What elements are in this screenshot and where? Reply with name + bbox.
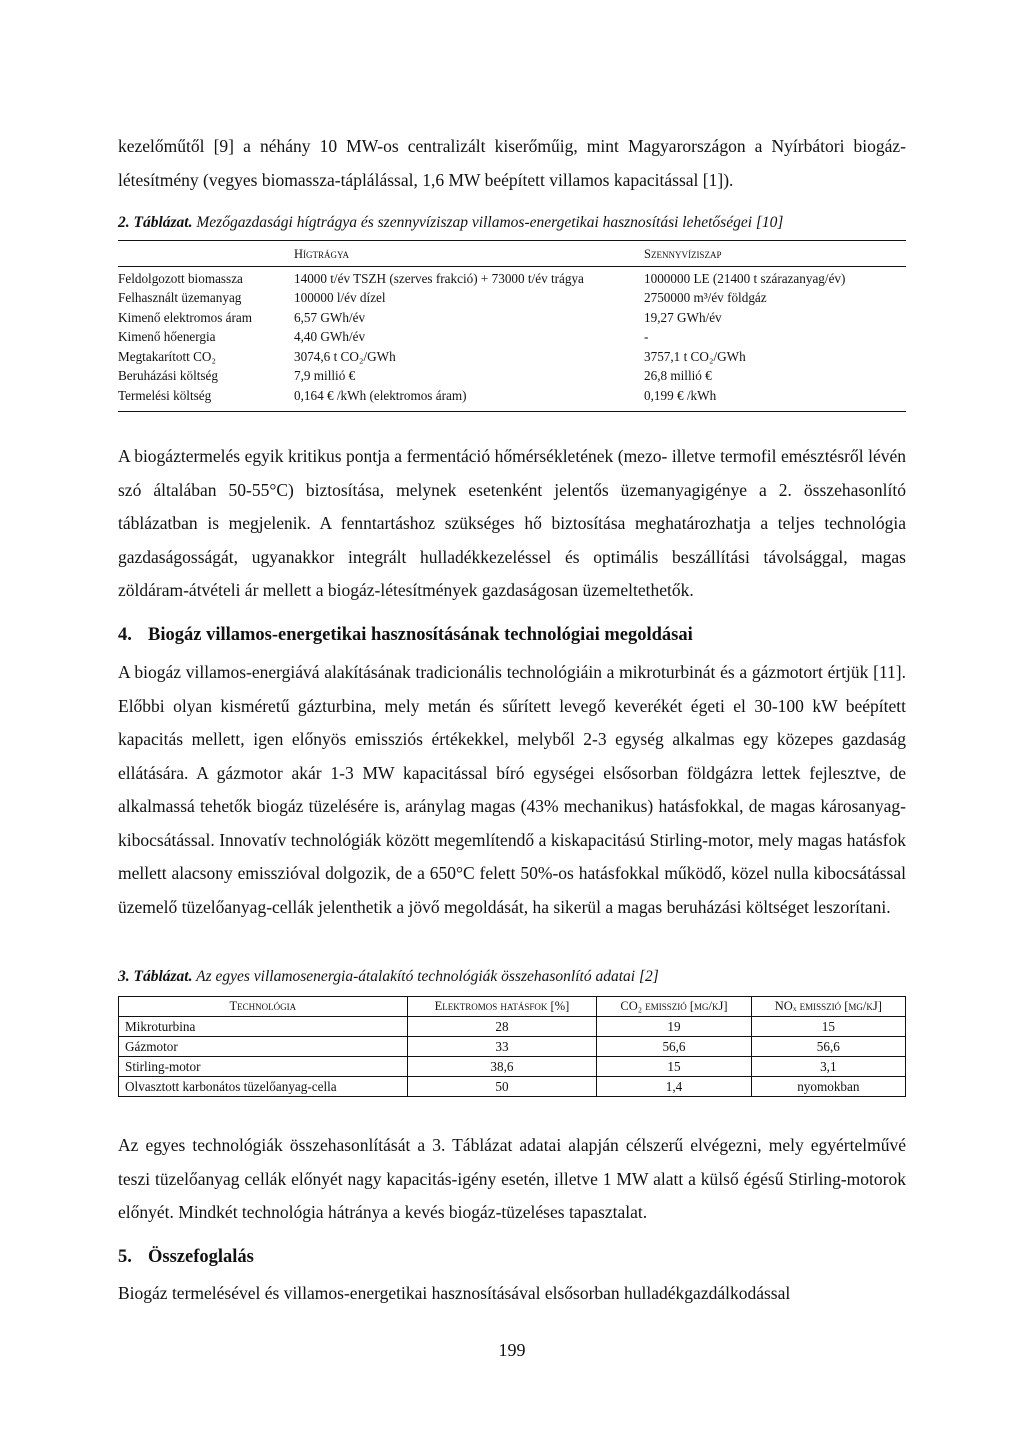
table2-row	[118, 366, 906, 386]
table2-cell: Megtakarított CO₂	[118, 348, 216, 364]
table2-cell: 7,9 millió €	[294, 368, 356, 383]
table3	[118, 996, 906, 1097]
table2-row	[118, 386, 906, 412]
table2-caption-label: 2. Táblázat.	[118, 214, 193, 231]
table3-cell: nyomokban	[751, 1077, 905, 1097]
table2-cell: -	[644, 329, 649, 344]
table2-cell: Kimenő elektromos áram	[118, 309, 253, 325]
table2-cell: 4,40 GWh/év	[294, 329, 366, 344]
table2-row	[118, 266, 906, 288]
table3-header-cell: NOₓ emisszió [µg/kJ]	[751, 997, 905, 1017]
section-5-heading	[118, 1247, 254, 1268]
table3-row	[119, 1057, 906, 1077]
table3-row	[119, 1037, 906, 1057]
table2-cell: 14000 t/év TSZH (szerves frakció) + 73000 t/év trágya	[294, 270, 584, 286]
table3-cell: 33	[407, 1037, 597, 1057]
table2-row	[118, 288, 906, 308]
table3-cell: Mikroturbina	[119, 1017, 408, 1037]
table3-cell: Gázmotor	[119, 1037, 408, 1057]
section-4-number: 4.	[118, 625, 132, 645]
table3-caption	[118, 968, 906, 986]
table2-cell: 26,8 millió €	[644, 368, 712, 383]
table3-cell: 28	[407, 1017, 597, 1037]
table2-cell: 100000 l/év dízel	[294, 290, 386, 305]
table2-row	[118, 327, 906, 347]
table2-row	[118, 308, 906, 328]
table3-cell: Stirling-motor	[119, 1057, 408, 1077]
paragraph-summary: Biogáz termelésével és villamos-energetikai hasznosításával elsősorban hulladékgazdálkodással	[118, 1283, 791, 1303]
intro-paragraph: kezelőműtől [9] a néhány 10 MW-os centralizált kiserőműig, mint Magyarországon a Nyírbátori biogáz-létesítmény (vegyes biomassza-táplálással, 1,6 MW beépített villamos kapacitással [1]).	[118, 136, 906, 190]
table3-caption-label: 3. Táblázat.	[118, 968, 193, 985]
table2-header-cell: Hígtrágya	[294, 247, 350, 261]
paragraph-fermentation: A biogáztermelés egyik kritikus pontja a fermentáció hőmérsékletének (mezo- illetve termofil emésztésről lévén szó általában 50-55°C) biztosítása, melynek esetenként jelentős üzemanyagigénye a 2. összehasonlító táblázatban is megjelenik. A fenntartáshoz szükséges hő biztosítása meghatározhatja a teljes technológia gazdaságosságát, ugyanakkor integrált hulladékkezeléssel és optimális beszállítási távolsággal, magas zöldáram-átvételi ár mellett a biogáz-létesítmények gazdaságosan üzemeltethetők.	[118, 446, 906, 600]
section-4-heading	[118, 625, 693, 646]
table2-cell: Beruházási költség	[118, 368, 218, 383]
table2-cell: 0,199 € /kWh	[644, 387, 717, 403]
table3-header-cell: Elektromos hatásfok [%]	[407, 997, 597, 1017]
section-5-number: 5.	[118, 1247, 132, 1267]
table2	[118, 240, 906, 412]
table2-cell: Felhasznált üzemanyag	[118, 290, 242, 305]
table3-row	[119, 1077, 906, 1097]
table2-cell: 1000000 LE (21400 t szárazanyag/év)	[644, 270, 846, 286]
table3-cell: 56,6	[751, 1037, 905, 1057]
table3-cell: 1,4	[597, 1077, 751, 1097]
table3-cell: 15	[597, 1057, 751, 1077]
table2-cell: Termelési költség	[118, 387, 212, 403]
table2-cell: 2750000 m³/év földgáz	[644, 290, 767, 305]
table2-cell: 3074,6 t CO₂/GWh	[294, 348, 396, 364]
table2-cell: 0,164 € /kWh (elektromos áram)	[294, 387, 467, 403]
table3-cell: 56,6	[597, 1037, 751, 1057]
table2-caption	[118, 214, 906, 232]
paragraph-technologies: A biogáz villamos-energiává alakításának tradicionális technológiáin a mikroturbinát és a gázmotort értjük [11]. Előbbi olyan kisméretű gázturbina, mely metán és sűrített levegő keverékét égeti el 30-100 kW beépített kapacitás mellett, igen előnyös emissziós értékekkel, melyből 2-3 egység alkalmas egy közepes gazdaság ellátására. A gázmotor akár 1-3 MW kapacitással bíró egységei elsősorban földgázra lettek fejlesztve, de alkalmassá tehetők biogáz tüzelésére is, aránylag magas (43% mechanikus) hatásfokkal, de magas károsanyag-kibocsátással. Innovatív technológiák között megemlítendő a kiskapacitású Stirling-motor, mely magas hatásfok mellett alacsony emisszióval dolgozik, de a 650°C felett 50%-os hatásfokkal működő, közel nulla kibocsátással üzemelő tüzelőanyag-cellák jelenthetik a jövő megoldását, ha sikerül a magas beruházási költséget leszorítani.	[118, 662, 906, 917]
table2-row	[118, 347, 906, 367]
section-5-title: Összefoglalás	[148, 1247, 254, 1267]
table2-cell: Kimenő hőenergia	[118, 329, 216, 344]
table3-cell: Olvasztott karbonátos tüzelőanyag-cella	[119, 1077, 408, 1097]
table2-header-cell: Szennyvíziszap	[644, 247, 722, 261]
table3-cell: 3,1	[751, 1057, 905, 1077]
table3-header-row	[119, 997, 906, 1017]
table3-cell: 38,6	[407, 1057, 597, 1077]
table2-header-cell	[118, 241, 294, 267]
table3-header-cell: CO₂ emisszió [µg/kJ]	[597, 997, 751, 1017]
paragraph-comparison: Az egyes technológiák összehasonlítását a 3. Táblázat adatai alapján célszerű elvégezni, mely egyértelművé teszi tüzelőanyag cellák előnyét nagy kapacitás-igény esetén, illetve 1 MW alatt a külső égésű Stirling-motorok előnyét. Mindkét technológia hátránya a kevés biogáz-tüzeléses tapasztalat.	[118, 1135, 906, 1222]
table2-header-row	[118, 241, 906, 267]
table3-row	[119, 1017, 906, 1037]
section-4-title: Biogáz villamos-energetikai hasznosításának technológiai megoldásai	[148, 625, 693, 645]
page-number: 199	[498, 1340, 526, 1360]
table2-cell: Feldolgozott biomassza	[118, 270, 243, 286]
table3-cell: 15	[751, 1017, 905, 1037]
table2-cell: 6,57 GWh/év	[294, 309, 366, 325]
table3-cell: 19	[597, 1017, 751, 1037]
table3-header-cell: Technológia	[119, 997, 408, 1017]
table2-cell: 19,27 GWh/év	[644, 309, 722, 325]
table2-cell: 3757,1 t CO₂/GWh	[644, 348, 746, 364]
table3-caption-text: Az egyes villamosenergia-átalakító technológiák összehasonlító adatai [2]	[196, 968, 659, 985]
table2-caption-text: Mezőgazdasági hígtrágya és szennyvíziszap villamos-energetikai hasznosítási lehetőségei [10]	[196, 214, 784, 231]
table3-cell: 50	[407, 1077, 597, 1097]
